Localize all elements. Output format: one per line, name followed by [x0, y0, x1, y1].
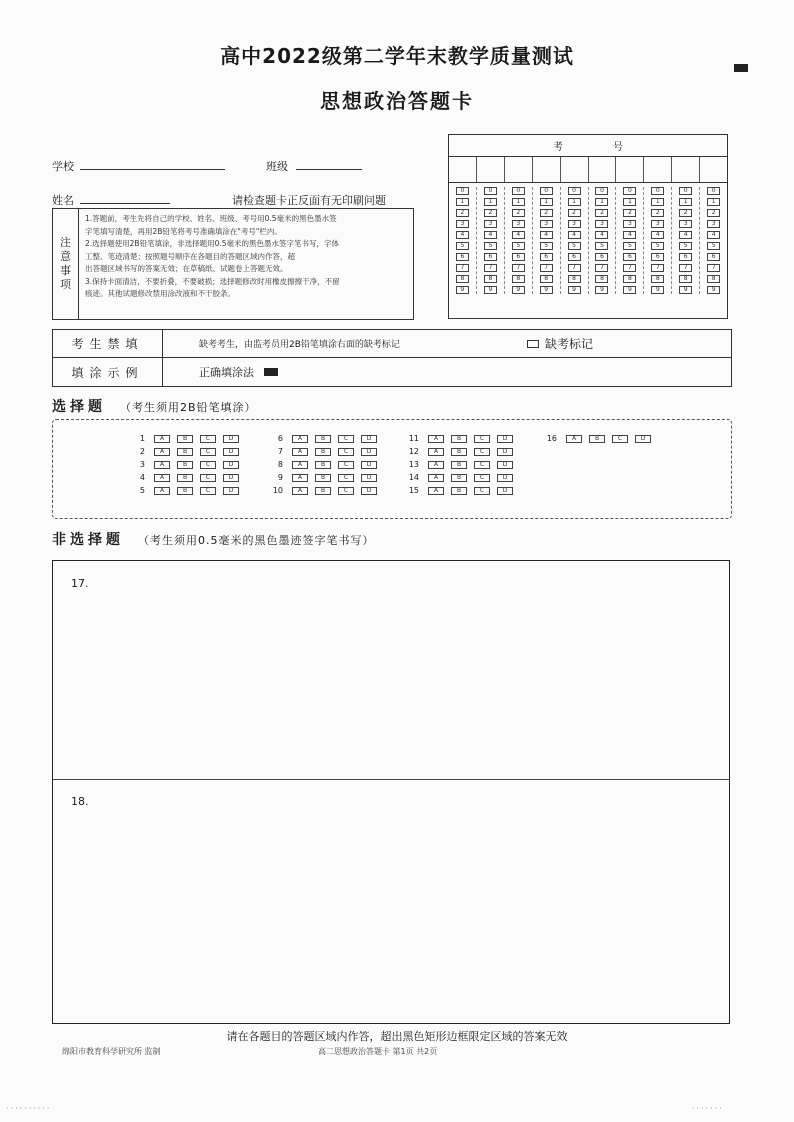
exam-digit-bubble[interactable]: 7: [595, 264, 608, 272]
exam-digit-bubble[interactable]: 5: [707, 242, 720, 250]
exam-number-column: [672, 187, 700, 294]
option-bubble[interactable]: B: [451, 435, 467, 443]
scan-dots-right: ·······: [692, 1104, 724, 1113]
question-row: [405, 486, 513, 495]
notice-heading-char: 注: [60, 236, 71, 249]
exam-digit-bubble[interactable]: 3: [595, 220, 608, 228]
exam-number-write-cell[interactable]: [700, 157, 727, 182]
exam-digit-bubble[interactable]: 1: [623, 198, 636, 206]
notice-heading-char: 事: [60, 264, 71, 277]
exam-digit-bubble[interactable]: 7: [484, 264, 497, 272]
option-bubble[interactable]: A: [292, 448, 308, 456]
exam-digit-bubble[interactable]: 1: [707, 198, 720, 206]
exam-digit-bubble[interactable]: 3: [512, 220, 525, 228]
exam-digit-bubble[interactable]: 5: [512, 242, 525, 250]
question-column: [405, 434, 513, 495]
prohibition-row: [53, 330, 731, 358]
option-bubble[interactable]: B: [177, 461, 193, 469]
question-row: [269, 486, 377, 495]
question-number: 10: [272, 486, 283, 495]
question-column: [131, 434, 239, 495]
option-bubble[interactable]: A: [292, 474, 308, 482]
exam-digit-bubble[interactable]: 0: [651, 187, 664, 195]
exam-title: 高中2022级第二学年末教学质量测试: [220, 44, 574, 68]
exam-digit-bubble[interactable]: 8: [540, 275, 553, 283]
option-bubble[interactable]: D: [635, 435, 651, 443]
name-label: 姓名: [52, 194, 74, 207]
notice-line: 2.选择题使用2B铅笔填涂，非选择题用0.5毫米的黑色墨水签字笔书写，字体: [85, 239, 339, 248]
class-label: 班级: [266, 160, 288, 173]
exam-digit-bubble[interactable]: 7: [623, 264, 636, 272]
option-bubble[interactable]: A: [428, 461, 444, 469]
option-bubble[interactable]: B: [177, 474, 193, 482]
exam-number-bubbles: [449, 183, 727, 294]
exam-digit-bubble[interactable]: 8: [679, 275, 692, 283]
exam-digit-bubble[interactable]: 8: [484, 275, 497, 283]
exam-digit-bubble[interactable]: 1: [568, 198, 581, 206]
option-bubble[interactable]: A: [154, 474, 170, 482]
exam-digit-bubble[interactable]: 1: [456, 198, 469, 206]
option-bubble[interactable]: A: [428, 474, 444, 482]
option-bubble[interactable]: B: [451, 487, 467, 495]
exam-digit-bubble[interactable]: 4: [456, 231, 469, 239]
exam-digit-bubble[interactable]: 9: [707, 286, 720, 294]
footer-warning: 请在各题目的答题区域内作答，超出黑色矩形边框限定区域的答案无效: [226, 1030, 568, 1043]
exam-digit-bubble[interactable]: 1: [679, 198, 692, 206]
question-row: [131, 460, 239, 469]
choice-answer-box: [52, 419, 732, 519]
question-number: 7: [277, 447, 283, 456]
option-bubble[interactable]: C: [338, 474, 354, 482]
exam-number-write-cell[interactable]: [672, 157, 700, 182]
exam-digit-bubble[interactable]: 2: [484, 209, 497, 217]
option-bubble[interactable]: D: [223, 461, 239, 469]
question-row: [269, 447, 377, 456]
exam-digit-bubble[interactable]: 8: [512, 275, 525, 283]
notice-heading-char: 项: [60, 278, 71, 291]
exam-digit-bubble[interactable]: 1: [540, 198, 553, 206]
option-bubble[interactable]: A: [154, 461, 170, 469]
exam-digit-bubble[interactable]: 6: [484, 253, 497, 261]
exam-digit-bubble[interactable]: 6: [595, 253, 608, 261]
question-row: [269, 460, 377, 469]
nonchoice-section-note: （考生须用0.5毫米的黑色墨迹签字笔书写）: [138, 534, 375, 547]
exam-digit-bubble[interactable]: 4: [595, 231, 608, 239]
question-row: [131, 486, 239, 495]
exam-number-write-cell[interactable]: [505, 157, 533, 182]
question-row: [405, 460, 513, 469]
notice-heading: [53, 209, 79, 319]
question-number: 16: [546, 434, 557, 443]
question-row: [543, 434, 651, 443]
option-bubble[interactable]: A: [428, 448, 444, 456]
notice-line: 出答题区域书写的答案无效；在草稿纸、试题卷上答题无效。: [85, 264, 288, 273]
exam-digit-bubble[interactable]: 6: [623, 253, 636, 261]
question-number: 1: [139, 434, 145, 443]
exam-digit-bubble[interactable]: 1: [512, 198, 525, 206]
question-column: [543, 434, 651, 443]
exam-number-column: [505, 187, 533, 294]
fill-example-row: [53, 358, 731, 386]
exam-digit-bubble[interactable]: 6: [707, 253, 720, 261]
question-row: [269, 434, 377, 443]
exam-number-label-right: 号: [613, 142, 623, 153]
exam-digit-bubble[interactable]: 7: [540, 264, 553, 272]
option-bubble[interactable]: C: [612, 435, 628, 443]
option-bubble[interactable]: A: [292, 435, 308, 443]
option-bubble[interactable]: A: [428, 487, 444, 495]
footer-page: 高二思想政治答题卡 第1页 共2页: [318, 1047, 438, 1056]
option-bubble[interactable]: C: [200, 474, 216, 482]
exam-digit-bubble[interactable]: 3: [540, 220, 553, 228]
option-bubble[interactable]: D: [361, 448, 377, 456]
exam-digit-bubble[interactable]: 4: [512, 231, 525, 239]
notice-line: 痕迹。其他试题修改禁用涂改液和不干胶条。: [85, 289, 235, 298]
exam-digit-bubble[interactable]: 1: [651, 198, 664, 206]
question-row: [405, 473, 513, 482]
exam-digit-bubble[interactable]: 2: [707, 209, 720, 217]
nonchoice-section-header: [52, 529, 375, 549]
option-bubble[interactable]: B: [177, 487, 193, 495]
question-17-answer-region[interactable]: [53, 561, 729, 779]
option-bubble[interactable]: B: [315, 461, 331, 469]
exam-number-column: [616, 187, 644, 294]
exam-digit-bubble[interactable]: 9: [512, 286, 525, 294]
question-number: 2: [139, 447, 145, 456]
option-bubble[interactable]: D: [223, 448, 239, 456]
question-18-answer-region[interactable]: [53, 780, 729, 1023]
question-number: 9: [277, 473, 283, 482]
exam-digit-bubble[interactable]: 0: [595, 187, 608, 195]
name-field[interactable]: [80, 192, 170, 204]
answer-area: [52, 560, 730, 1024]
option-bubble[interactable]: C: [338, 487, 354, 495]
option-bubble[interactable]: D: [361, 461, 377, 469]
option-bubble[interactable]: C: [200, 435, 216, 443]
exam-number-write-cell[interactable]: [477, 157, 505, 182]
question-17-label: 17.: [71, 577, 89, 590]
exam-digit-bubble[interactable]: 2: [568, 209, 581, 217]
question-row: [269, 473, 377, 482]
exam-digit-bubble[interactable]: 0: [456, 187, 469, 195]
exam-digit-bubble[interactable]: 1: [595, 198, 608, 206]
option-bubble[interactable]: B: [315, 435, 331, 443]
alignment-mark: [734, 64, 748, 72]
question-row: [131, 434, 239, 443]
exam-number-label-left: 考: [553, 142, 563, 153]
option-bubble[interactable]: A: [154, 487, 170, 495]
option-bubble[interactable]: A: [154, 448, 170, 456]
exam-digit-bubble[interactable]: 6: [651, 253, 664, 261]
exam-digit-bubble[interactable]: 2: [623, 209, 636, 217]
exam-number-column: [561, 187, 589, 294]
exam-digit-bubble[interactable]: 7: [651, 264, 664, 272]
exam-digit-bubble[interactable]: 0: [623, 187, 636, 195]
exam-digit-bubble[interactable]: 8: [456, 275, 469, 283]
exam-number-column: [589, 187, 617, 294]
question-number: 4: [139, 473, 145, 482]
absent-label: 缺考标记: [544, 337, 593, 351]
exam-digit-bubble[interactable]: 6: [568, 253, 581, 261]
absent-instruction: 缺考考生，由监考员用2B铅笔填涂右面的缺考标记: [199, 340, 400, 350]
question-number: 8: [277, 460, 283, 469]
exam-digit-bubble[interactable]: 6: [456, 253, 469, 261]
question-column: [269, 434, 377, 495]
exam-digit-bubble[interactable]: 3: [456, 220, 469, 228]
fill-example-text: 正确填涂法: [199, 366, 254, 379]
fill-example-mark: [264, 368, 278, 376]
exam-number-header: [449, 135, 727, 157]
exam-digit-bubble[interactable]: 9: [595, 286, 608, 294]
exam-number-column: [477, 187, 505, 294]
exam-digit-bubble[interactable]: 9: [679, 286, 692, 294]
notice-box: [52, 208, 414, 320]
exam-digit-bubble[interactable]: 0: [512, 187, 525, 195]
exam-number-write-row: [449, 157, 727, 183]
option-bubble[interactable]: B: [177, 435, 193, 443]
option-bubble[interactable]: C: [474, 487, 490, 495]
option-bubble[interactable]: B: [177, 448, 193, 456]
exam-number-write-cell[interactable]: [561, 157, 589, 182]
exam-digit-bubble[interactable]: 9: [540, 286, 553, 294]
exam-digit-bubble[interactable]: 0: [679, 187, 692, 195]
exam-digit-bubble[interactable]: 5: [456, 242, 469, 250]
exam-digit-bubble[interactable]: 4: [484, 231, 497, 239]
exam-digit-bubble[interactable]: 6: [512, 253, 525, 261]
question-number: 15: [408, 486, 419, 495]
exam-digit-bubble[interactable]: 4: [651, 231, 664, 239]
option-bubble[interactable]: D: [497, 487, 513, 495]
exam-digit-bubble[interactable]: 5: [540, 242, 553, 250]
option-bubble[interactable]: D: [361, 487, 377, 495]
question-number: 5: [139, 486, 145, 495]
exam-digit-bubble[interactable]: 8: [568, 275, 581, 283]
exam-digit-bubble[interactable]: 2: [540, 209, 553, 217]
exam-digit-bubble[interactable]: 6: [540, 253, 553, 261]
exam-number-write-cell[interactable]: [589, 157, 617, 182]
exam-digit-bubble[interactable]: 7: [679, 264, 692, 272]
question-number: 6: [277, 434, 283, 443]
option-bubble[interactable]: D: [497, 448, 513, 456]
exam-digit-bubble[interactable]: 5: [595, 242, 608, 250]
option-bubble[interactable]: B: [451, 474, 467, 482]
exam-digit-bubble[interactable]: 8: [623, 275, 636, 283]
option-bubble[interactable]: B: [451, 461, 467, 469]
exam-digit-bubble[interactable]: 3: [707, 220, 720, 228]
absent-checkbox[interactable]: [527, 340, 539, 348]
exam-digit-bubble[interactable]: 4: [623, 231, 636, 239]
exam-digit-bubble[interactable]: 9: [623, 286, 636, 294]
question-row: [131, 473, 239, 482]
exam-digit-bubble[interactable]: 5: [623, 242, 636, 250]
exam-digit-bubble[interactable]: 2: [595, 209, 608, 217]
option-bubble[interactable]: D: [497, 435, 513, 443]
option-bubble[interactable]: C: [474, 448, 490, 456]
option-bubble[interactable]: D: [223, 487, 239, 495]
prohibition-table: [52, 329, 732, 387]
option-bubble[interactable]: C: [338, 461, 354, 469]
exam-digit-bubble[interactable]: 3: [484, 220, 497, 228]
exam-digit-bubble[interactable]: 8: [651, 275, 664, 283]
option-bubble[interactable]: C: [338, 448, 354, 456]
option-bubble[interactable]: C: [200, 448, 216, 456]
prohibition-head: 考生禁填: [53, 330, 163, 357]
option-bubble[interactable]: A: [292, 461, 308, 469]
exam-digit-bubble[interactable]: 3: [623, 220, 636, 228]
question-number: 13: [408, 460, 419, 469]
option-bubble[interactable]: D: [223, 435, 239, 443]
option-bubble[interactable]: D: [497, 461, 513, 469]
option-bubble[interactable]: A: [292, 487, 308, 495]
exam-digit-bubble[interactable]: 1: [484, 198, 497, 206]
exam-number-write-cell[interactable]: [449, 157, 477, 182]
exam-digit-bubble[interactable]: 2: [456, 209, 469, 217]
exam-number-write-cell[interactable]: [644, 157, 672, 182]
exam-number-column: [449, 187, 477, 294]
school-label: 学校: [52, 160, 74, 173]
notice-line: 字笔填写清楚，再用2B铅笔将考号准确填涂在"考号"栏内。: [85, 226, 282, 236]
option-bubble[interactable]: C: [200, 461, 216, 469]
option-bubble[interactable]: D: [361, 435, 377, 443]
option-bubble[interactable]: B: [315, 474, 331, 482]
exam-digit-bubble[interactable]: 8: [707, 275, 720, 283]
exam-digit-bubble[interactable]: 4: [568, 231, 581, 239]
notice-heading-char: 意: [60, 250, 71, 263]
notice-line: 1.答题前，考生先将自己的学校、姓名、班级、考号用0.5毫米的黑色墨水签: [85, 214, 337, 223]
exam-number-column: [700, 187, 727, 294]
exam-digit-bubble[interactable]: 5: [651, 242, 664, 250]
option-bubble[interactable]: B: [589, 435, 605, 443]
option-bubble[interactable]: C: [338, 435, 354, 443]
option-bubble[interactable]: D: [497, 474, 513, 482]
notice-line: 3.保持卡面清洁，不要折叠，不要破损；选择题修改时用橡皮擦擦干净，不留: [85, 276, 340, 286]
option-bubble[interactable]: B: [315, 448, 331, 456]
question-row: [131, 447, 239, 456]
choice-section-title: 选择题: [52, 399, 106, 415]
scan-dots-left: ··········: [6, 1104, 52, 1113]
exam-digit-bubble[interactable]: 0: [707, 187, 720, 195]
option-bubble[interactable]: B: [315, 487, 331, 495]
exam-number-write-cell[interactable]: [533, 157, 561, 182]
exam-digit-bubble[interactable]: 7: [456, 264, 469, 272]
exam-number-grid: [448, 134, 728, 319]
school-field[interactable]: [80, 158, 225, 170]
notice-line: 工整、笔迹清楚；按照题号顺序在各题目的答题区域内作答，超: [85, 251, 295, 261]
exam-digit-bubble[interactable]: 4: [707, 231, 720, 239]
exam-digit-bubble[interactable]: 7: [568, 264, 581, 272]
question-number: 12: [408, 447, 419, 456]
exam-digit-bubble[interactable]: 3: [651, 220, 664, 228]
exam-digit-bubble[interactable]: 9: [456, 286, 469, 294]
notice-body: [79, 209, 413, 319]
option-bubble[interactable]: A: [566, 435, 582, 443]
question-number: 11: [408, 434, 419, 443]
exam-digit-bubble[interactable]: 8: [595, 275, 608, 283]
exam-digit-bubble[interactable]: 9: [651, 286, 664, 294]
option-bubble[interactable]: B: [451, 448, 467, 456]
option-bubble[interactable]: D: [361, 474, 377, 482]
choice-section-note: （考生须用2B铅笔填涂）: [120, 401, 257, 414]
exam-digit-bubble[interactable]: 7: [512, 264, 525, 272]
exam-digit-bubble[interactable]: 0: [540, 187, 553, 195]
subject-title: 思想政治答题卡: [320, 89, 474, 113]
question-number: 3: [139, 460, 145, 469]
exam-digit-bubble[interactable]: 9: [484, 286, 497, 294]
option-bubble[interactable]: C: [474, 461, 490, 469]
exam-digit-bubble[interactable]: 4: [540, 231, 553, 239]
exam-digit-bubble[interactable]: 7: [707, 264, 720, 272]
exam-digit-bubble[interactable]: 3: [568, 220, 581, 228]
option-bubble[interactable]: A: [154, 435, 170, 443]
question-18-label: 18.: [71, 795, 89, 808]
exam-digit-bubble[interactable]: 9: [568, 286, 581, 294]
exam-digit-bubble[interactable]: 4: [679, 231, 692, 239]
option-bubble[interactable]: C: [200, 487, 216, 495]
exam-digit-bubble[interactable]: 6: [679, 253, 692, 261]
exam-digit-bubble[interactable]: 5: [484, 242, 497, 250]
option-bubble[interactable]: A: [428, 435, 444, 443]
exam-digit-bubble[interactable]: 0: [568, 187, 581, 195]
exam-digit-bubble[interactable]: 2: [512, 209, 525, 217]
exam-digit-bubble[interactable]: 2: [651, 209, 664, 217]
exam-number-column: [644, 187, 672, 294]
exam-digit-bubble[interactable]: 5: [679, 242, 692, 250]
exam-digit-bubble[interactable]: 3: [679, 220, 692, 228]
option-bubble[interactable]: D: [223, 474, 239, 482]
question-number: 14: [408, 473, 419, 482]
exam-digit-bubble[interactable]: 2: [679, 209, 692, 217]
footer-org: 绵阳市教育科学研究所 监制: [62, 1047, 161, 1056]
question-row: [405, 434, 513, 443]
exam-digit-bubble[interactable]: 0: [484, 187, 497, 195]
class-field[interactable]: [296, 158, 362, 170]
check-notice: 请检查题卡正反面有无印刷问题: [232, 194, 386, 207]
choice-section-header: [52, 396, 257, 416]
fill-example-head: 填涂示例: [53, 358, 163, 386]
nonchoice-section-title: 非选择题: [52, 532, 124, 548]
question-row: [405, 447, 513, 456]
exam-digit-bubble[interactable]: 5: [568, 242, 581, 250]
option-bubble[interactable]: C: [474, 474, 490, 482]
option-bubble[interactable]: C: [474, 435, 490, 443]
exam-number-write-cell[interactable]: [616, 157, 644, 182]
exam-number-column: [533, 187, 561, 294]
